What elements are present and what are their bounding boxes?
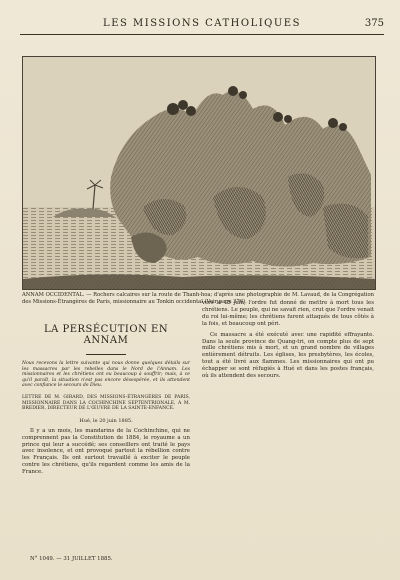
issue-footer: N° 1049. — 31 JUILLET 1885.: [30, 556, 113, 562]
left-column: [22, 300, 190, 570]
article-intro: Nous recevons la lettre suivante qui nous donne quelques détails sur les massacres par les rebelles dans le Nord de l'Annam. Les missionnaires et les chrétiens ont eu beaucoup à souffrir; mais, à ce qu'il paraît, la situation n'est pas encore désespérée, et ils attendent avec confiance le secours de Dieu.: [22, 361, 190, 389]
rocky-landscape-engraving: [23, 57, 375, 289]
engraving-illustration: [22, 56, 376, 290]
article-title: LA PERSÉCUTION EN ANNAM: [43, 324, 169, 346]
letter-heading: LETTRE DE M. GIRARD, DES MISSIONS-ÉTRANGÈRES DE PARIS, MISSIONNAIRE DANS LA COCHINCHINE SEPTENTRIONALE, A M. BREDIER, DIRECTEUR DE L'ŒUVRE DE LA SAINTE-ENFANCE.: [22, 394, 190, 412]
right-column: [202, 300, 374, 570]
title-divider: [86, 354, 126, 355]
page-number: 375: [364, 18, 384, 29]
left-paragraph: Il y a un mois, les mandarins de la Cochinchine, qui ne comprennent pas la Constitution de 1884, le royaume a un prince qui leur a succédé; ses conseillers ont traité le pays avec insolence, et ont provoqué partout la rébellion contre les Français. Ils ont surtout travaillé à exciter le peuple contre les chrétiens, qu'ils regardent comme les amis de la France.: [22, 427, 190, 476]
letter-date: Hué, le 20 juin 1885.: [79, 417, 133, 424]
page-header: [20, 18, 384, 35]
illustration-caption: ANNAM OCCIDENTAL. — Rochers calcaires sur la route de Thanh-hoa; d'après une photographie de M. Lavaud, de la Congrégation des Missions-Étrangères de Paris, missionnaire au Tonkin occidental (Voir page 376).: [22, 292, 374, 305]
journal-title: LES MISSIONS CATHOLIQUES: [103, 18, 301, 29]
right-paragraph-1: vers le 15 juin, l'ordre fut donné de mettre à mort tous les chrétiens. Le peuple, qui ne savait rien, crut que l'ordre venait du roi lui-même; les chrétiens furent attaqués de tous côtés à la fois, et beaucoup ont péri.: [202, 300, 374, 327]
right-paragraph-2: Ce massacre a été exécuté avec une rapidité effrayante. Dans la seule province de Quang-tri, on compte plus de sept mille chrétiens mis à mort, et un grand nombre de villages entièrement détruits. Les églises, les presbytères, les écoles, tout a été livré aux flammes. Les missionnaires qui ont pu échapper se sont réfugiés à Hué et dans les postes français, où ils attendent des secours.: [202, 331, 374, 380]
